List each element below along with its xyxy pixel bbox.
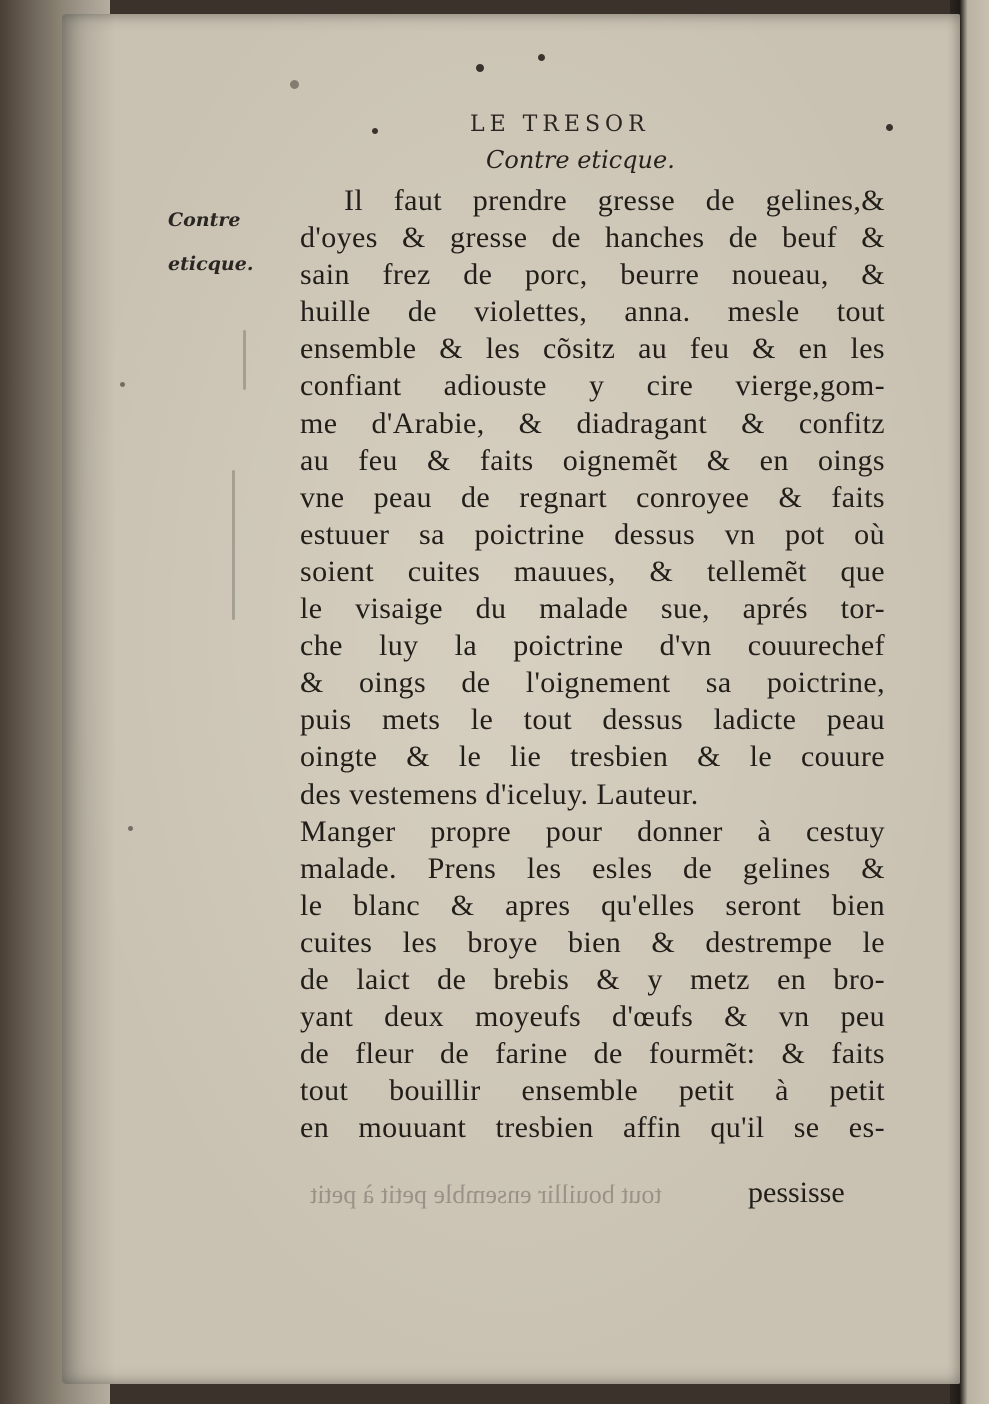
text-line: oingte & le lie tresbien & le couure (300, 740, 885, 774)
margin-note (168, 198, 253, 286)
text-line: le blanc & apres qu'elles seront bien (300, 888, 885, 922)
ink-speck (372, 128, 378, 134)
text-line: de laict de brebis & y metz en bro- (300, 962, 885, 996)
pencil-mark (243, 330, 246, 390)
ink-speck (476, 64, 484, 72)
text-line: ensemble & les cõsitz au feu & en les (300, 332, 885, 366)
text-line: soient cuites mauues, & tellemẽt que (300, 554, 885, 588)
bleed-through-text: tout bouillir ensemble petit à petit (310, 1180, 662, 1209)
margin-note-line: Contre (168, 209, 241, 231)
text-line: yant deux moyeufs d'œufs & vn peu (300, 1000, 885, 1034)
text-line: me d'Arabie, & diadragant & confitz (300, 406, 885, 440)
text-line: confiant adiouste y cire vierge,gom- (300, 369, 885, 403)
text-line: che luy la poictrine d'vn couurechef (300, 629, 885, 663)
text-line: malade. Prens les esles de gelines & (300, 851, 885, 885)
ink-speck (886, 124, 893, 131)
margin-note-line: eticque. (168, 253, 254, 275)
text-line: de fleur de farine de fourmẽt: & faits (300, 1037, 885, 1071)
ink-speck (128, 826, 133, 831)
catchword: pessisse (748, 1176, 845, 1209)
ink-speck (120, 382, 125, 387)
section-title: Contre eticque. (486, 146, 675, 174)
pencil-mark (232, 470, 235, 620)
text-line: cuites les broye bien & destrempe le (300, 925, 885, 959)
text-line: sain frez de porc, beurre noueau, & (300, 258, 885, 292)
ink-speck (538, 54, 545, 61)
text-line: d'oyes & gresse de hanches de beuf & (300, 221, 885, 255)
ink-speck (290, 80, 299, 89)
text-line: puis mets le tout dessus ladicte peau (300, 703, 885, 737)
text-line: vne peau de regnart conroyee & faits (300, 480, 885, 514)
text-line: estuuer sa poictrine dessus vn pot où (300, 517, 885, 551)
text-line: Il faut prendre gresse de gelines,& (344, 184, 885, 217)
text-line: le visaige du malade sue, aprés tor- (300, 592, 885, 626)
text-line: Manger propre pour donner à cestuy (300, 814, 885, 848)
text-line: tout bouillir ensemble petit à petit (300, 1074, 885, 1108)
text-line: des vestemens d'iceluy. Lauteur. (300, 777, 699, 811)
text-line: au feu & faits oignemẽt & en oings (300, 443, 885, 477)
text-line: en mouuant tresbien affin qu'il se es- (300, 1111, 885, 1145)
text-line: & oings de l'oignement sa poictrine, (300, 666, 885, 700)
running-head: LE TRESOR (470, 112, 650, 137)
body-text (300, 182, 885, 1146)
text-line: huille de violettes, anna. mesle tout (300, 295, 885, 329)
